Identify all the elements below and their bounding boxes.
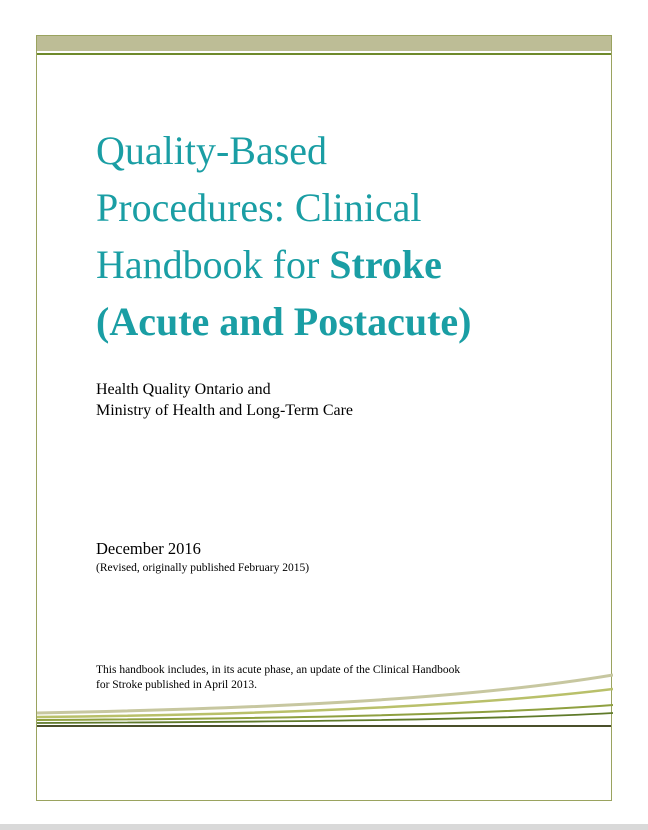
footnote-line-1: This handbook includes, in its acute phase, an update of the Clinical Handbook xyxy=(96,664,461,676)
title-stroke-word: Stroke xyxy=(329,242,442,287)
revision-note: (Revised, originally published February 2015) xyxy=(96,562,310,574)
authors-block xyxy=(96,379,353,421)
publication-date: December 2016 xyxy=(96,539,201,558)
author-line-1: Health Quality Ontario and xyxy=(96,381,271,398)
cover-frame xyxy=(36,35,612,801)
title-line-1: Quality-Based xyxy=(96,128,328,173)
title-line-2: Procedures: Clinical xyxy=(96,185,422,230)
author-line-2: Ministry of Health and Long-Term Care xyxy=(96,402,354,419)
bottom-decorative-rule xyxy=(37,725,611,727)
top-decorative-rule xyxy=(37,53,611,55)
title-line-4: (Acute and Postacute) xyxy=(96,299,472,344)
footnote-line-2: for Stroke published in April 2013. xyxy=(96,679,257,691)
title-line-3: Handbook for xyxy=(96,242,330,287)
page-bottom-edge xyxy=(0,824,648,830)
cover-title xyxy=(96,122,566,350)
top-decorative-band xyxy=(37,36,611,51)
